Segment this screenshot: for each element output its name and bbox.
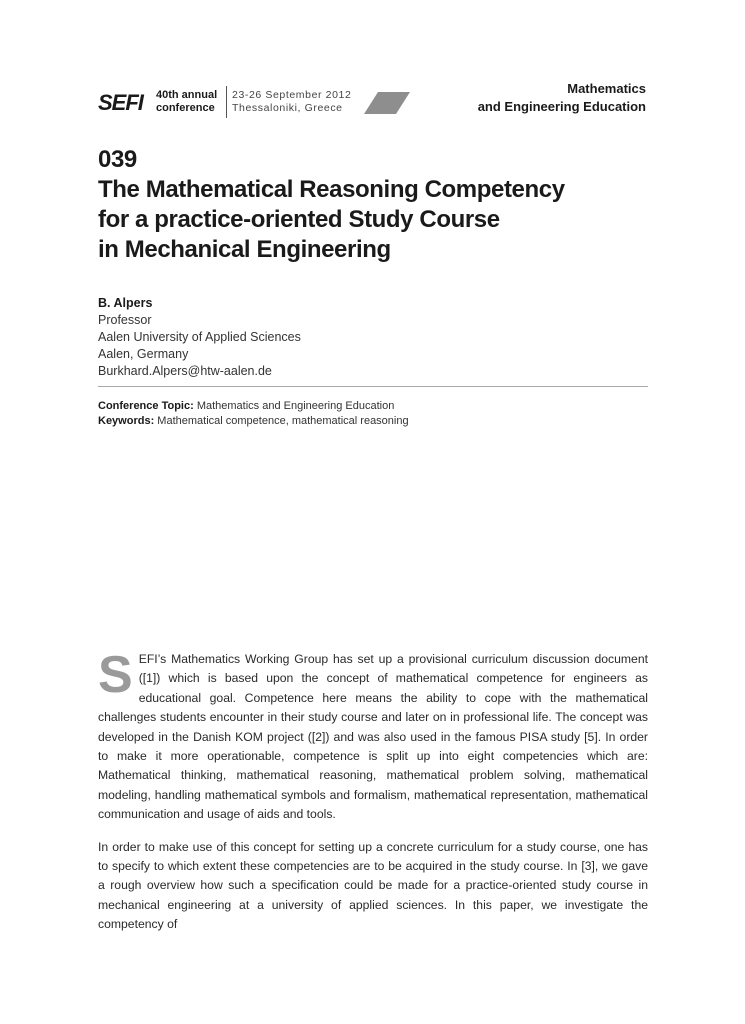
- topic-label: Conference Topic:: [98, 400, 194, 412]
- drop-cap: S: [98, 646, 133, 704]
- author-position: Professor: [98, 313, 152, 327]
- author-name: B. Alpers: [98, 296, 153, 310]
- author-affiliation: Aalen University of Applied Sciences: [98, 330, 301, 344]
- paper-number: 039: [98, 146, 137, 173]
- keywords: [98, 414, 409, 429]
- paragraph-1: [98, 646, 648, 825]
- paper-title-line-3: in Mechanical Engineering: [98, 236, 391, 263]
- header-divider: [226, 86, 227, 118]
- paragraph-2: In order to make use of this concept for setting up a concrete curriculum for a study course, one has to specify to which extent these competencies are to be acquired in the study course. In [3], we gave a rough overview how such a specification could be made for a practice-oriented study course in mechanical engineering at a university of applied sciences. In this paper, we investigate the competency of: [98, 839, 648, 932]
- series-title: [478, 80, 646, 116]
- paper-title-line-1: The Mathematical Reasoning Competency: [98, 176, 565, 203]
- conference-header: [98, 78, 648, 122]
- series-line-2: and Engineering Education: [477, 99, 646, 114]
- section-divider: [98, 386, 648, 387]
- annual-line-1: 40th annual: [156, 89, 218, 101]
- conference-topic: [98, 399, 409, 414]
- grey-parallelogram-decoration: [364, 92, 410, 114]
- annual-conference-label: [156, 89, 217, 115]
- paragraph-1-text: EFI’s Mathematics Working Group has set up a provisional curriculum discussion document ([1]) which is based upon the concept of mathematical competence for engineers as educational goal. Competence here means the ability to cope with the mathematical challenges students encounter in their study course and later on in professional life. The concept was developed in the Danish KOM project ([2]) and was also used in the famous PISA study [5]. In order to make it more operationable, competence is split up into eight competencies which are: Mathematical thinking, mathematical reasoning, mathematical problem solving, mathematical modeling, handling mathematical symbols and formalism, mathematical representation, mathematical communication and usage of aids and tools.: [98, 652, 648, 822]
- paper-title-block: [98, 145, 658, 265]
- author-block: [98, 295, 301, 380]
- paper-title-line-2: for a practice-oriented Study Course: [98, 206, 500, 233]
- sefi-logo: SEFI: [98, 90, 143, 115]
- conference-dates: 23-26 September 2012: [232, 89, 352, 101]
- author-location: Aalen, Germany: [98, 347, 189, 361]
- keywords-label: Keywords:: [98, 415, 155, 427]
- series-line-1: Mathematics: [567, 81, 646, 96]
- annual-line-2: conference: [156, 102, 215, 114]
- conference-location: Thessaloniki, Greece: [232, 102, 343, 114]
- author-email: Burkhard.Alpers@htw-aalen.de: [98, 364, 272, 378]
- conference-date-location: [232, 89, 351, 115]
- topic-value: Mathematics and Engineering Education: [193, 400, 395, 412]
- paper-meta: [98, 399, 409, 429]
- keywords-value: Mathematical competence, mathematical reasoning: [154, 415, 409, 427]
- body-text: [98, 646, 648, 948]
